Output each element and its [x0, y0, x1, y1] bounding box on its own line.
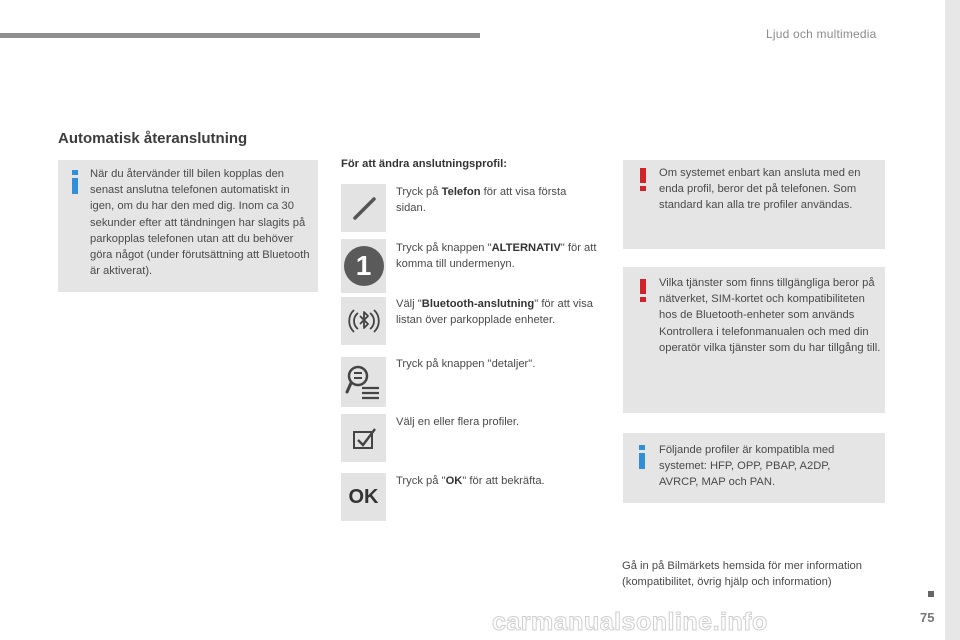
steps-title: För att ändra anslutningsprofil:: [341, 158, 507, 170]
watermark: carmanualsonline.info: [492, 608, 768, 636]
checkbox-icon: [349, 423, 379, 453]
info-box: [58, 160, 318, 292]
warning-text-1: Om systemet enbart kan ansluta med en enda profil, beror det på telefonen. Som standard kan alla tre profiler användas.: [659, 167, 861, 212]
info-box-2: [623, 433, 885, 503]
warning-box-2: [623, 267, 885, 413]
info-icon: [70, 170, 80, 194]
bluetooth-button: [341, 297, 386, 345]
page-number: 75: [920, 610, 935, 625]
info-icon: [637, 445, 647, 469]
footer-text: Gå in på Bilmärkets hemsida för mer information (kompatibilitet, övrig hjälp och information): [622, 560, 863, 588]
step-1-text: Tryck på Telefon för att visa första sidan.: [396, 186, 567, 214]
ok-button: [341, 473, 386, 521]
side-marker: [928, 591, 934, 597]
header-bar: [0, 33, 480, 38]
info-text: När du återvänder till bilen kopplas den senast anslutna telefonen automatiskt in igen, om du har den med dig. Inom ca 30 sekunder efter att tändningen har slagits på parkopplas telefonen utan att du behöver göra något (under förutsättning att Bluetooth är aktiverat).: [90, 168, 310, 278]
warning-text-2: Vilka tjänster som finns tillgängliga beror på nätverket, SIM-kortet och kompatibiliteten hos de Bluetooth-enheter som används Kontrollera i telefonmanualen och med din operatör vilka tjänster som du har tillgång till.: [659, 277, 881, 354]
phone-icon: [349, 193, 379, 223]
phone-button: [341, 184, 386, 232]
step-number-badge: [341, 239, 386, 293]
step-number: 1: [355, 250, 372, 281]
checkbox-button: [341, 414, 386, 462]
ok-icon: OK: [348, 485, 379, 508]
step-5-text: Välj en eller flera profiler.: [396, 416, 520, 428]
info-text-2: Följande profiler är kompatibla med systemet: HFP, OPP, PBAP, A2DP, AVRCP, MAP och PAN.: [659, 444, 835, 489]
step-4-text: Tryck på knappen "detaljer".: [396, 358, 536, 370]
page-title: Automatisk återanslutning: [58, 130, 248, 147]
warning-box-1: [623, 160, 885, 249]
step-2-text: Tryck på knappen "ALTERNATIV" för att komma till undermenyn.: [396, 242, 597, 270]
bluetooth-icon: [345, 302, 383, 340]
warning-icon: [639, 279, 647, 303]
side-strip: [945, 0, 960, 640]
warning-icon: [639, 168, 647, 192]
section-header: Ljud och multimedia: [766, 27, 877, 41]
step-6-text: Tryck på "OK" för att bekräfta.: [396, 475, 545, 487]
details-icon: [345, 362, 383, 402]
details-button: [341, 357, 386, 407]
step-3-text: Välj "Bluetooth-anslutning" för att visa listan över parkopplade enheter.: [396, 298, 593, 326]
